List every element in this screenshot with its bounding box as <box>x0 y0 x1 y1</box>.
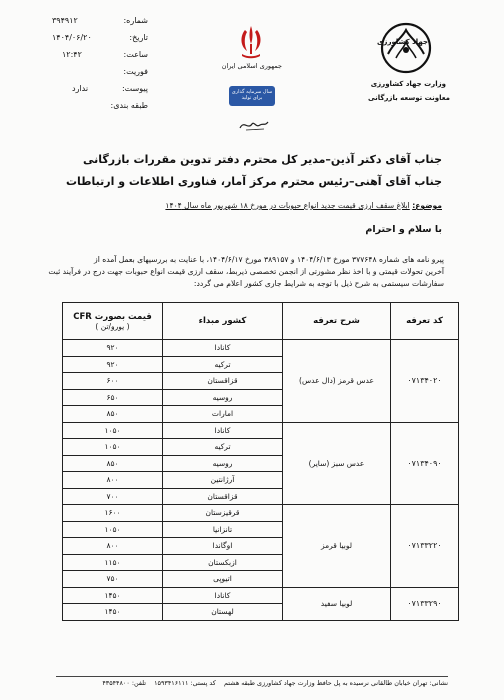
meta-time <box>52 50 148 64</box>
meta-number-label: شماره: <box>123 16 148 25</box>
tariff-desc-cell: لوبیا قرمز <box>283 505 391 588</box>
meta-attachment-value: ندارد <box>72 84 89 93</box>
meta-classification-label: طبقه بندی: <box>110 101 148 110</box>
price-cell: ۸۵۰ <box>63 455 163 472</box>
price-cell: ۱۶۰۰ <box>63 505 163 522</box>
signature-icon <box>238 116 270 132</box>
footer <box>56 679 448 687</box>
origin-country-cell: لهستان <box>163 604 283 621</box>
footer-address: نشانی: تهران خیابان طالقانی نرسیده به پل حافظ وزارت جهاد کشاورزی طبقه هشتم <box>223 679 448 687</box>
meta-number-value: ۳۹۴۹۱۲ <box>52 16 78 25</box>
tariff-desc-cell: عدس سبز (سایر) <box>283 422 391 505</box>
origin-country-cell: ترکیه <box>163 439 283 456</box>
origin-country-cell: ازبکستان <box>163 554 283 571</box>
price-cell: ۷۵۰ <box>63 571 163 588</box>
meta-urgency <box>52 67 148 81</box>
tariff-desc-cell: عدس قرمز (دال عدس) <box>283 340 391 423</box>
origin-country-cell: اوگاندا <box>163 538 283 555</box>
price-cell: ۶۰۰ <box>63 373 163 390</box>
meta-time-label: ساعت: <box>123 50 148 59</box>
price-cell: ۱۴۵۰ <box>63 587 163 604</box>
footer-divider <box>56 676 448 677</box>
tariff-code-cell: ۰۷۱۳۴۰۲۰ <box>391 340 459 423</box>
origin-country-cell: کانادا <box>163 587 283 604</box>
price-cell: ۹۲۰ <box>63 340 163 357</box>
year-slogan-seal <box>229 86 275 106</box>
origin-country-cell: روسیه <box>163 389 283 406</box>
table-row <box>63 422 459 439</box>
meta-classification <box>52 101 148 115</box>
header-price <box>63 303 163 340</box>
subject-line <box>165 201 442 210</box>
origin-country-cell: قزاقستان <box>163 488 283 505</box>
meta-date-label: تاریخ: <box>129 33 148 42</box>
price-cell: ۸۵۰ <box>63 406 163 423</box>
footer-postal: کد پستی: ۱۵۹۳۴۱۶۱۱۱ <box>154 679 216 687</box>
tariff-desc-cell: لوبیا سفید <box>283 587 391 620</box>
greeting: با سلام و احترام <box>365 224 442 235</box>
republic-title: جمهوری اسلامی ایران <box>221 62 282 70</box>
header-desc: شرح تعرفه <box>283 303 391 340</box>
meta-number <box>52 16 148 30</box>
paragraph-line-2: آخرین تحولات قیمتی و با اخذ نظر مشورتی از انجمن تخصصی ذیربط، سقف ارزی قیمت انواع حبوبات جهت درج در فرآیند ثبت <box>48 267 444 276</box>
price-cell: ۶۵۰ <box>63 389 163 406</box>
meta-attachment <box>52 84 148 98</box>
table-header-row <box>63 303 459 340</box>
header-country: کشور مبداء <box>163 303 283 340</box>
table-row <box>63 505 459 522</box>
origin-country-cell: تانزانیا <box>163 521 283 538</box>
meta-urgency-label: فوریت: <box>123 67 148 76</box>
meta-date-value: ۱۴۰۴/۰۶/۲۰ <box>52 33 92 42</box>
subject-text: ابلاغ سقف ارزی قیمت جدید انواع حبوبات در مورخ ۱۸ شهریور ماه سال ۱۴۰۴ <box>165 201 410 210</box>
year-slogan-text: سال سرمایه گذاری برای تولید <box>231 89 273 101</box>
meta-time-value: ۱۲:۴۲ <box>62 50 82 59</box>
price-cell: ۱۱۵۰ <box>63 554 163 571</box>
header-code: کد تعرفه <box>391 303 459 340</box>
price-cell: ۸۰۰ <box>63 538 163 555</box>
origin-country-cell: آرژانتین <box>163 472 283 489</box>
price-cell: ۱۴۵۰ <box>63 604 163 621</box>
origin-country-cell: کانادا <box>163 422 283 439</box>
table-row <box>63 587 459 604</box>
tariff-code-cell: ۰۷۱۳۴۰۹۰ <box>391 422 459 505</box>
origin-country-cell: قرقیزستان <box>163 505 283 522</box>
price-cell: ۹۲۰ <box>63 356 163 373</box>
paragraph-line-1: پیرو نامه های شماره ۳۷۷۶۴۸ مورخ ۱۴۰۴/۶/۱۳ و ۳۸۹۱۵۷ مورخ ۱۴۰۴/۶/۱۷، با عنایت به بررسیهای بعمل آمده از <box>94 255 444 264</box>
tariff-code-cell: ۰۷۱۳۳۲۲۰ <box>391 505 459 588</box>
meta-date <box>52 33 148 47</box>
origin-country-cell: امارات <box>163 406 283 423</box>
meta-attachment-label: پیوست: <box>121 84 148 93</box>
origin-country-cell: روسیه <box>163 455 283 472</box>
origin-country-cell: قزاقستان <box>163 373 283 390</box>
price-cell: ۱۰۵۰ <box>63 439 163 456</box>
ministry-title: وزارت جهاد کشاورزی <box>370 80 446 88</box>
jihad-keshavarzi-logo <box>378 20 434 76</box>
origin-country-cell: کانادا <box>163 340 283 357</box>
header-price-title: قیمت بصورت CFR <box>73 311 152 322</box>
tariff-code-cell: ۰۷۱۳۳۲۹۰ <box>391 587 459 620</box>
recipient-line-1: جناب آقای دکتر آذین–مدیر کل محترم دفتر تدوین مقررات بازرگانی <box>82 153 442 166</box>
footer-phone: تلفن: ۴۳۵۴۴۸۰۰ <box>102 679 146 687</box>
recipient-line-2: جناب آقای آهنی–رئیس محترم مرکز آمار، فناوری اطلاعات و ارتباطات <box>65 175 442 188</box>
origin-country-cell: ترکیه <box>163 356 283 373</box>
price-cell: ۱۰۵۰ <box>63 422 163 439</box>
iran-emblem-icon <box>236 24 266 60</box>
price-cell: ۷۰۰ <box>63 488 163 505</box>
header-price-unit: ( یورو/تن ) <box>95 321 130 331</box>
price-cell: ۸۰۰ <box>63 472 163 489</box>
paragraph-line-3: سفارشات سیستمی به شرح ذیل با توجه به شرایط جاری کشور اعلام می گردد: <box>193 279 444 288</box>
table-row <box>63 340 459 357</box>
origin-country-cell: اتیوپی <box>163 571 283 588</box>
subject-label: موضوع: <box>412 201 442 210</box>
logo-caption: جهاد کشاورزی <box>377 38 428 46</box>
price-cell: ۱۰۵۰ <box>63 521 163 538</box>
table-body <box>63 340 459 621</box>
price-table <box>62 302 459 621</box>
deputy-title: معاونت توسعه بازرگانی <box>367 94 450 102</box>
